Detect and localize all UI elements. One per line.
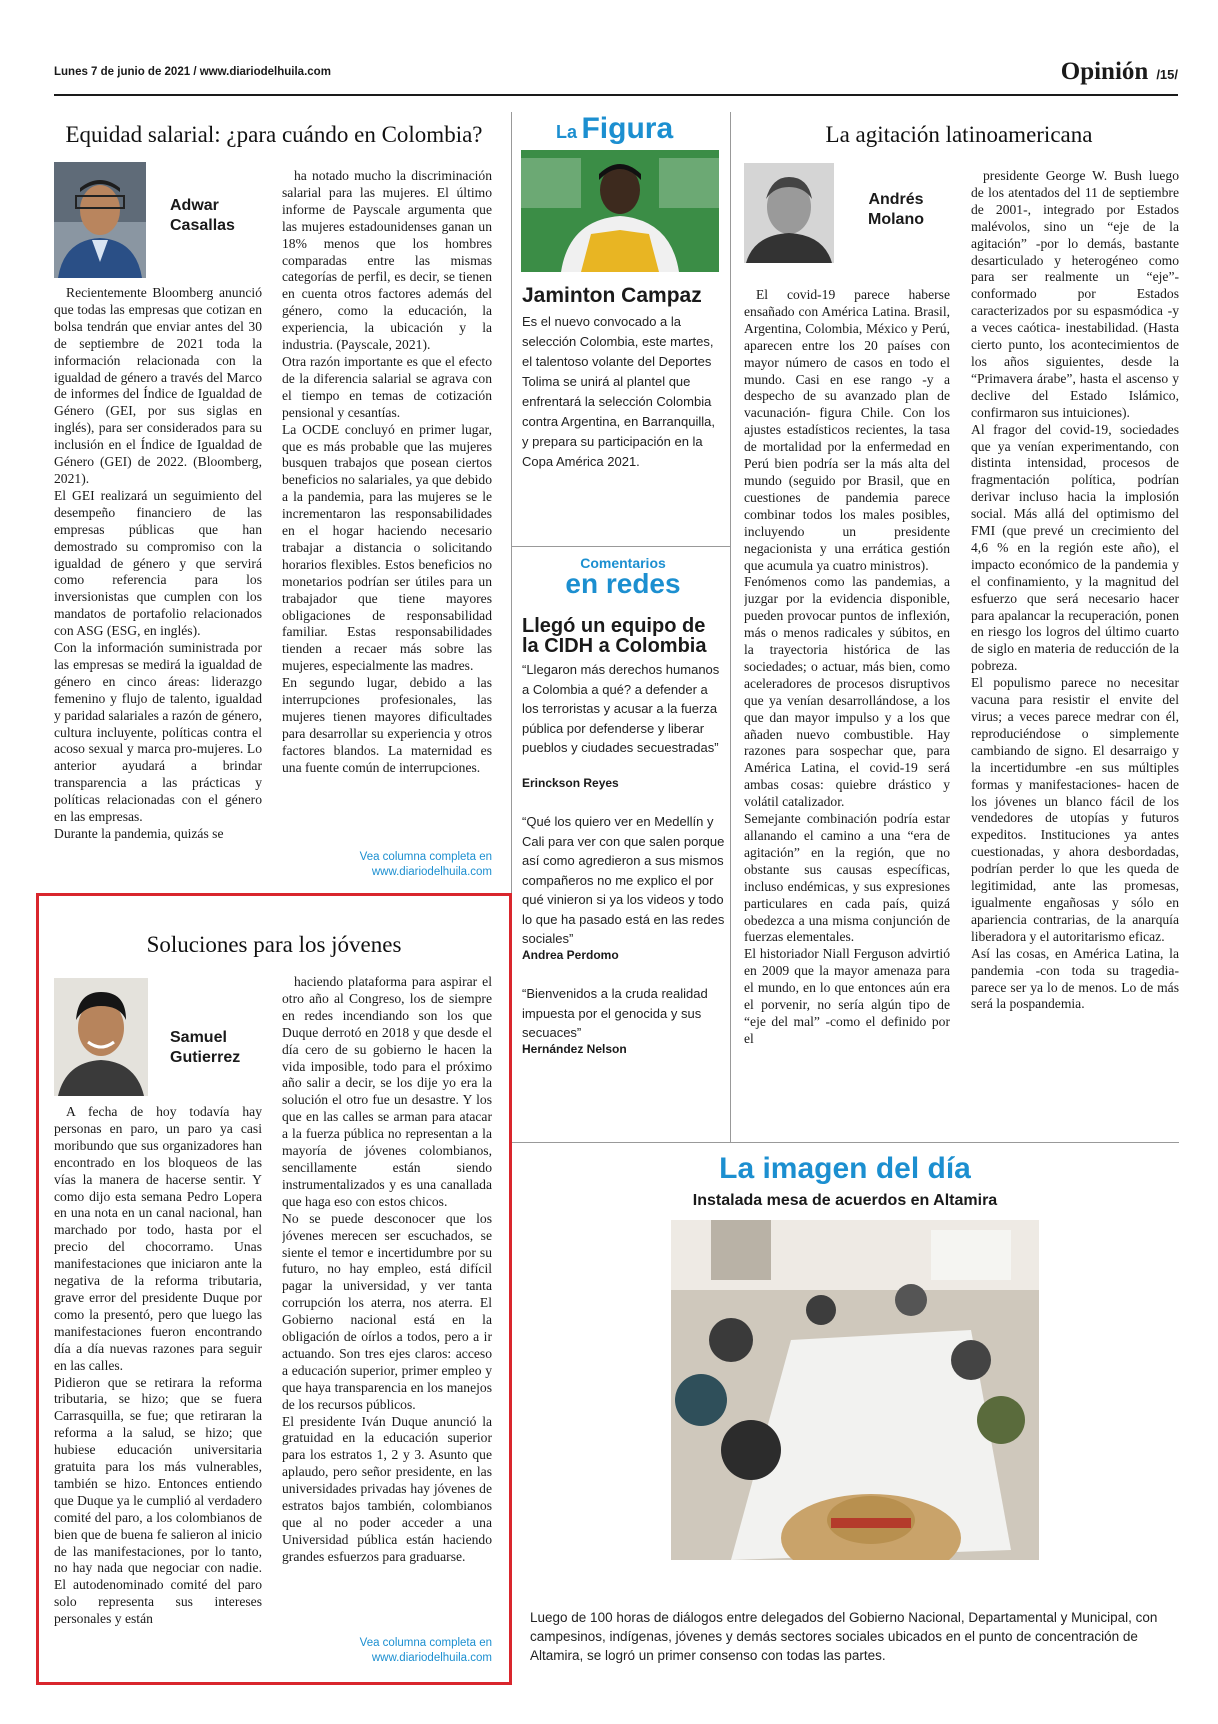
imagen-caption: Luego de 100 horas de diálogos entre delegados del Gobierno Nacional, Departamental y Municipal, con campesinos, indígenas, jóvenes y demás sectores sociales ubicados en el punto de concentración de Altamira, se logró un primer consenso con todas las partes. (530, 1610, 1158, 1663)
article-body-soluciones-col-b (282, 974, 492, 1626)
redes-quote-1: “Llegaron más derechos humanos a Colombia a qué? a defender a los terroristas y acusar a la fuerza pública por defenderse y liberar pueblos y ciudades secuestradas” (522, 662, 720, 755)
read-more-label: Vea columna completa en (359, 1637, 492, 1649)
redes-label-small: Comentarios (580, 555, 666, 571)
redes-label (548, 556, 698, 598)
divider-figura-redes (511, 546, 730, 547)
read-more-url[interactable]: www.diariodelhuila.com (371, 1652, 492, 1664)
article-text: El covid-19 parece haberse ensañado con América Latina. Brasil, Argentina, Colombia, México y Perú, aparecen entre los 20 países con mayor número de casos en todo el mundo. Casi en ese rango -y a despecho de su avanzado plan de vacunación- figura Chile. Con los ajustes estadísticos recientes, la tasa de mortalidad por la enfermedad en Perú bien podría ser la más alta del mundo (seguido por Brasil, que en cuestiones de pandemia parece combinar todos los males posibles, incluyendo un presidente negacionista y una errática gestión que acumula ya cuatro ministros). Fenómenos como las pandemias, a juzgar por la evidencia disponible, pueden provocar puntos de inflexión, más o menos radicales y súbitos, en la trayectoria histórica de las sociedades; o actuar, más bien, como aceleradores de procesos disruptivos que ya venían desarrollándose, a los que dan mayor impulso y a los que añaden nuevo combustible. Hay razones para sospechar que, para América Latina, el covid-19 será ambas cosas: quiebre drástico y volátil catalizador. Semejante combinación podría estar allanando el camino a una “era de agitación” en la región, que no obstante sus causas específicas, incluso endémicas, y sus expresiones particulares en cada país, quizá obedezca a una misma conjunción de fuerzas elementales. El historiador Niall Ferguson advirtió en 2009 que la mayor amenaza para el mundo, en lo que entonces aún era el porvenir, no sería algún tipo de “eje del mal” -como el definido por el (744, 287, 950, 1046)
author-name-gutierrez: Samuel Gutierrez (170, 1029, 241, 1066)
read-more-link-equidad[interactable] (282, 850, 492, 880)
redes-quote-2: “Qué los quiero ver en Medellín y Cali para ver con que salen porque así como agredieron a sus mismos compañeros no me explico el por qué vinieron si ya los videos y todo lo que ha pasado está en las redes sociales” (522, 814, 725, 946)
section-header (1061, 58, 1178, 86)
author-photo-gutierrez (54, 978, 148, 1096)
page-number: /15/ (1156, 67, 1178, 82)
figura-name: Jaminton Campaz (522, 284, 702, 307)
redes-quote-author-3: Hernández Nelson (522, 1042, 627, 1056)
article-text: A fecha de hoy todavía hay personas en paro, un paro ya casi moribundo que sus organizadores han encontrado en los bloqueos de las vías la manera de hacerse sentir. Y como dijo esta semana Pedro Lopera en una nota en un canal nacional, han marchado por todo, hasta por el precio del chocorramo. Unas manifestaciones que iniciaron ante la negativa de la reforma tributaria, grave error del presidente Duque por como la presentó, pero que luego las manifestaciones fueron encontrando día a día nuevas razones para seguir en las calles. Pidieron que se retirara la reforma tributaria, se hizo; que se fuera Carrasquilla, se fue; que retiraran la reforma a la salud, se hizo; que hubiese educación universitaria gratuita para los más vulnerables, también se hizo. Entonces entiendo que Duque ya le cumplió al verdadero comité del paro, a los colombianos de bien que de buena fe salieron al inicio de las manifestaciones, por lo tanto, no hay nada que negociar con nadie. El autodenominado comité del paro solo representa sus intereses personales y están (54, 1104, 262, 1627)
article-headline-soluciones: Soluciones para los jóvenes (146, 932, 402, 957)
article-body-equidad-col-a (54, 285, 262, 877)
read-more-link-soluciones[interactable] (282, 1636, 492, 1666)
figura-label-small: La (556, 122, 578, 142)
article-text: ha notado mucho la discriminación salarial para las mujeres. El último informe de Payscale argumenta que las mujeres estadounidenses ganan un 18% menos que los hombres comparadas entre las mismas categorías de perfil, es decir, se tienen en cuenta otros factores además del género, como la educación, la experiencia, la ubicación y la industria. (Payscale, 2021). Otra razón importante es que el efecto de la diferencia salarial se agrava con el tiempo en temas de cotización pensional y cesantías. La OCDE concluyó en primer lugar, que es más probable que las mujeres busquen trabajos que posean ciertos beneficios no salariales, ya que debido a la pandemia, para las mujeres se le incrementaron las responsabilidades en el hogar haciendo necesario trabajar a distancia o solicitando horarios flexibles. Estos beneficios no monetarios podrían ser útiles para un trabajador que tiene mayores obligaciones de responsabilidad familiar. Estas responsabilidades tienden a recaer más sobre las mujeres, especialmente las madres. En segundo lugar, debido a las interrupciones profesionales, las mujeres tienen mayores dificultades para desarrollar su experiencia y otros factores blandos. La maternidad es una fuente común de interrupciones. (282, 168, 492, 775)
section-title: Opinión (1060, 58, 1149, 85)
imagen-subtitle: Instalada mesa de acuerdos en Altamira (692, 1192, 998, 1209)
figura-text: Es el nuevo convocado a la selección Colombia, este martes, el talentoso volante del Deportes Tolima se unirá al plantel que enfrentará la selección Colombia contra Argentina, en Barranquilla, y prepara su participación en la Copa América 2021. (522, 314, 715, 469)
date-site-line: Lunes 7 de junio de 2021 / www.diariodelhuila.com (54, 66, 331, 78)
article-text: presidente George W. Bush luego de los atentados del 11 de septiembre de 2001-, integrado por Estados malévolos, sino un “eje de la agitación” -por lo demás, bastante desarticulado y heterogéneo como para ser realmente un “eje”- conformado por Estados caracterizados por su espasmódica -y a veces caótica- inestabilidad. (Hasta cierto punto, los acontecimientos de los años siguientes, desde la “Primavera árabe”, hasta el ascenso y declive del Estado Islámico, confirmaron sus intuiciones). Al fragor del covid-19, sociedades que ya venían experimentando, con distinta intensidad, procesos de fragmentación política, podrían derivar incluso hacia la implosión social. Más allá del optimismo del FMI (que prevé un crecimiento del 4,6 % en la región este año), el impacto económico de la pandemia y el confinamiento, y la magnitud del esfuerzo que será necesario hacer para apalancar la recuperación, ponen en riesgo los logros del último cuarto de siglo en materia de reducción de la pobreza. El populismo parece no necesitar vacuna para resistir el envite del virus; a veces parece medrar con él, reproduciéndose o simplemente cambiando de signo. El desarraigo y la incertidumbre -en sus múltiples formas y manifestaciones- hacen de los jóvenes un blanco fácil de los vendedores de utopías y futuros expeditos. Instituciones ya antes cuestionadas, y ahora desbordadas, podrían perder lo que les queda de legitimidad, ante las promesas, igualmente engañosas y sólo en apariencia contrarias, de la anarquía liberadora y el autoritarismo eficaz. Así las cosas, en América Latina, la pandemia -con toda su tragedia- parece ser ya lo de menos. Lo de más será la pospandemia. (971, 168, 1179, 1012)
figura-label (556, 112, 673, 146)
divider-imagen (511, 1142, 1179, 1143)
redes-headline: Llegó un equipo de la CIDH a Colombia (522, 615, 707, 657)
article-text: haciendo plataforma para aspirar el otro año al Congreso, los de siempre en redes incendiando son los que Duque derrotó en 2018 y que desde el día cero de su gobierno le hacen la vida imposible, todo para el próximo año salir a decir, se los dije yo era la solución el otro fue un desastre. Y los que en las calles se arman para atacar a la fuerza pública no representan a la mayoría de jóvenes colombianos, sencillamente están siendo instrumentalizados y es una canallada que haga eso con estos chicos. No se puede desconocer que los jóvenes merecen ser escuchados, se siente el temor e incertidumbre por su futuro, no hay empleo, está difícil pagar la universidad, y ver tanta corrupción los aterra, nos aterra. El Gobierno nacional está en la obligación de oírlos a todos, pero a ir actuando. Son tres ejes claros: acceso a educación superior, primer empleo y que haya transparencia en los manejos de los recursos públicos. El presidente Iván Duque anunció la gratuidad en la educación superior para los estratos 1, 2 y 3. Asunto que aplaudo, pero señor presidente, en las universidades privadas hay jóvenes de estratos bajos también, colombianos que al no poder acceder a una Universidad pública están haciendo grandes esfuerzos para graduarse. (282, 974, 492, 1564)
redes-quote-3: “Bienvenidos a la cruda realidad impuesta por el genocida y sus secuaces” (522, 986, 708, 1040)
author-name-molano: Andrés Molano (868, 191, 924, 228)
divider-right (730, 112, 731, 1142)
figura-label-big: Figura (581, 112, 674, 145)
redes-quote-author-2: Andrea Perdomo (522, 948, 619, 962)
author-name-casallas: Adwar Casallas (170, 197, 235, 234)
article-headline-agitacion: La agitación latinoamericana (825, 122, 1093, 147)
figura-photo (521, 150, 719, 272)
imagen-photo (671, 1220, 1039, 1560)
read-more-label: Vea columna completa en (359, 851, 492, 863)
article-body-equidad-col-b (282, 168, 492, 846)
article-headline-equidad: Equidad salarial: ¿para cuándo en Colombia? (65, 122, 483, 147)
imagen-title: La imagen del día (719, 1152, 971, 1185)
read-more-url[interactable]: www.diariodelhuila.com (371, 866, 492, 878)
redes-label-big: en redes (565, 568, 681, 599)
article-text: Recientemente Bloomberg anunció que todas las empresas que cotizan en bolsa tendrán que enviar antes del 30 de septiembre de 2021 toda la información relacionada con la igualdad de género a través del Marco de informes del Índice de Igualdad de Género (GEI, por sus siglas en inglés), para ser considerados para su inclusión en el Índice de Igualdad de Género (GEI) de 2022. (Bloomberg, 2021). El GEI realizará un seguimiento del desempeño financiero de las empresas públicas que han demostrado su compromiso con la igualdad de género y que servirá como referencia para los inversionistas que cumplen con los mandatos de portafolio relacionados con ASG (ESG, en inglés). Con la información suministrada por las empresas se medirá la igualdad de género en cinco áreas: liderazgo femenino y flujo de talento, igualdad y paridad salariales a razón de género, cultura incluyente, políticas contra el acoso sexual y marca pro-mujeres. Lo anterior ayudará a brindar transparencia a las prácticas y políticas relacionadas con el género en las empresas. Durante la pandemia, quizás se (54, 285, 262, 841)
header-rule (54, 94, 1178, 96)
author-photo-molano (744, 163, 834, 263)
article-body-agitacion-col-b (971, 168, 1179, 1092)
article-body-soluciones-col-a (54, 1104, 262, 1664)
author-photo-casallas (54, 162, 146, 278)
redes-quote-author-1: Erinckson Reyes (522, 776, 619, 790)
article-body-agitacion-col-a (744, 287, 950, 1095)
